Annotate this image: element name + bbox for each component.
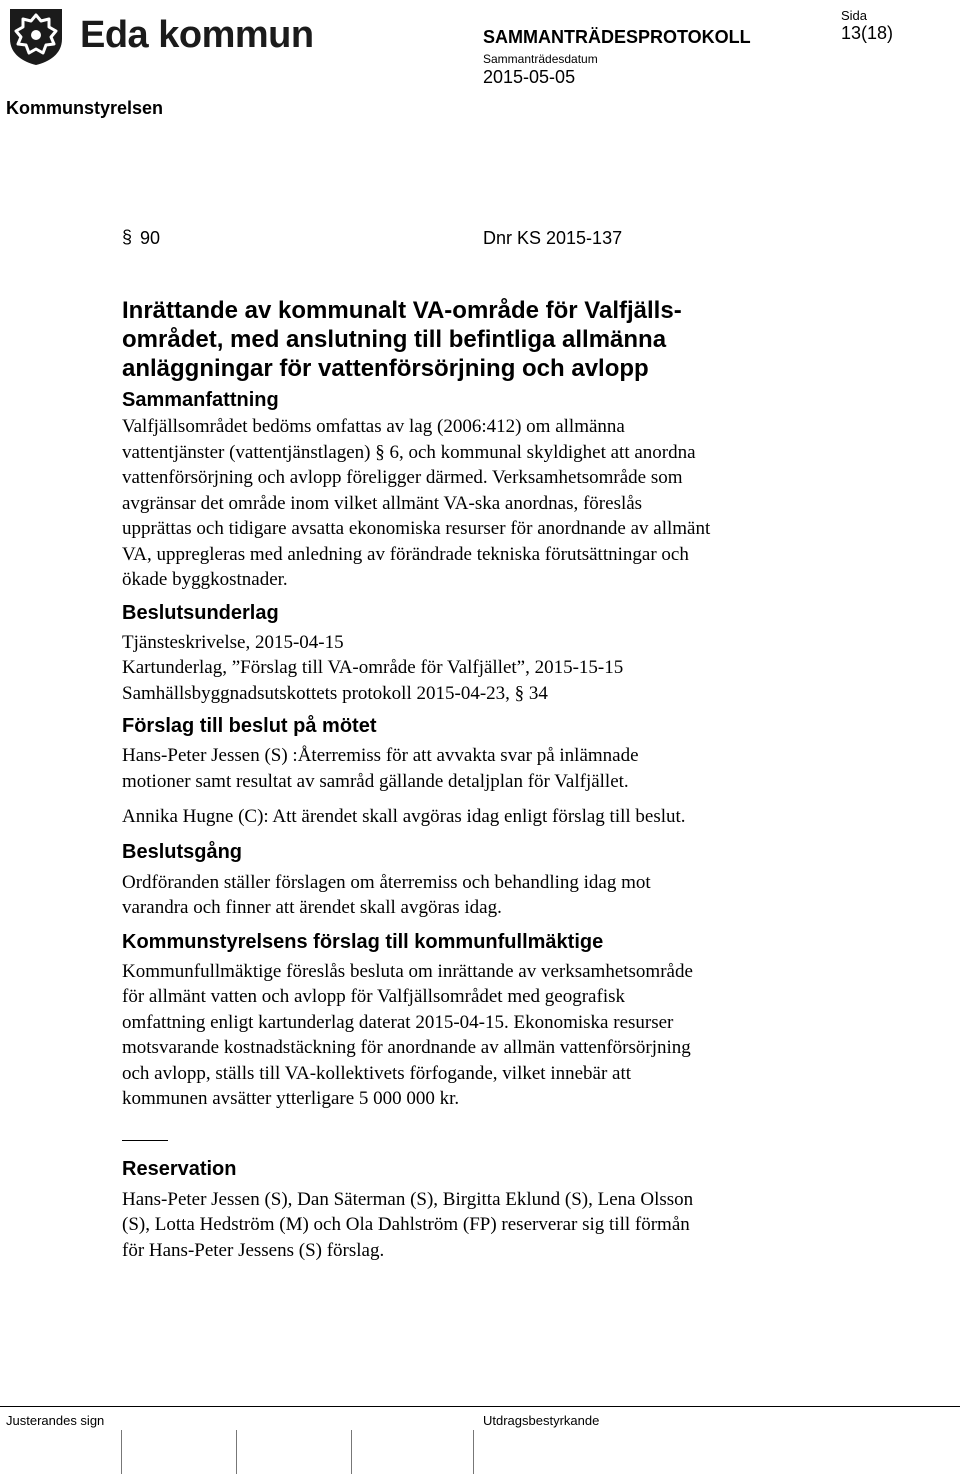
page-title <box>122 296 942 383</box>
text-line: för allmänt vatten och avlopp för Valfjällsområdet med geografisk <box>122 986 625 1007</box>
text-line: Kartunderlag, ”Förslag till VA-område för Valfjället”, 2015-15-15 <box>122 657 624 678</box>
section-heading-beslutsgang: Beslutsgång <box>122 840 243 863</box>
text-line: Hans-Peter Jessen (S), Dan Säterman (S), Birgitta Eklund (S), Lena Olsson <box>122 1188 694 1210</box>
text-line: varandra och finner att ärendet skall avgöras idag. <box>122 897 502 918</box>
text-line: och avlopp, ställs till VA-kollektivets förfogande, vilket innebär att <box>122 1062 632 1084</box>
paragraph-number: 90 <box>140 228 161 248</box>
text-line: Ordföranden ställer förslagen om återremiss och behandling idag mot <box>122 871 651 893</box>
signature-box-divider <box>473 1430 474 1474</box>
signature-label: Justerandes sign <box>6 1413 105 1428</box>
reservation-text <box>122 1187 942 1264</box>
text-line: Valfjällsområdet bedöms omfattas av lag (2006:412) om allmänna <box>122 416 625 437</box>
section-heading-reservation: Reservation <box>122 1157 237 1180</box>
section-heading-beslutsunderlag: Beslutsunderlag <box>122 601 279 624</box>
text-line: vattenförsörjning och avlopp föreligger därmed. Verksamhetsområde som <box>122 467 683 488</box>
section-heading-sammanfattning: Sammanfattning <box>122 389 279 411</box>
text-line: (S), Lotta Hedström (M) och Ola Dahlström (FP) reserverar sig till förmån <box>122 1214 690 1235</box>
section-heading-ks-forslag: Kommunstyrelsens förslag till kommunfullmäktige <box>122 930 604 953</box>
text-line: vattentjänster (vattentjänstlagen) § 6, och kommunal skyldighet att anordna <box>122 441 696 463</box>
signature-box-divider <box>351 1430 352 1474</box>
section-heading-forslag: Förslag till beslut på mötet <box>122 715 377 737</box>
text-line: Kommunfullmäktige föreslås besluta om inrättande av verksamhetsområde <box>122 960 693 982</box>
document-body <box>122 296 942 1263</box>
document-type: SAMMANTRÄDESPROTOKOLL <box>483 27 751 47</box>
proposal-text-2 <box>122 804 942 830</box>
signature-box-divider <box>236 1430 237 1474</box>
signature-box-divider <box>121 1430 122 1474</box>
meeting-date-label: Sammanträdesdatum <box>483 52 598 66</box>
certification-label: Utdragsbestyrkande <box>483 1413 600 1428</box>
case-number: Dnr KS 2015-137 <box>483 228 623 248</box>
text-line: VA, uppregleras med anledning av förändrade tekniska förutsättningar och <box>122 543 689 565</box>
paragraph-sign: § <box>122 227 133 247</box>
meeting-date: 2015-05-05 <box>483 67 576 87</box>
text-line: omfattning enligt kartunderlag daterat 2015-04-15. Ekonomiska resurser <box>122 1011 674 1033</box>
municipal-shield-icon <box>6 6 66 66</box>
page-number: 13(18) <box>841 23 894 43</box>
text-line: kommunen avsätter ytterligare 5 000 000 kr. <box>122 1088 460 1109</box>
text-line: motsvarande kostnadstäckning för anordnande av allmän vattenförsörjning <box>122 1037 691 1058</box>
text-line: Tjänsteskrivelse, 2015-04-15 <box>122 631 344 653</box>
text-line: ökade byggkostnader. <box>122 569 288 590</box>
footer-divider <box>0 1406 960 1407</box>
title-line: Inrättande av kommunalt VA-område för Valfjälls- <box>122 297 682 324</box>
procedure-text <box>122 870 942 921</box>
text-line: upprättas och tidigare avsatta ekonomiska resurser för anordnande av allmänt <box>122 518 711 539</box>
text-line: Hans-Peter Jessen (S) :Återremiss för att avvakta svar på inlämnade <box>122 745 639 766</box>
text-line: Samhällsbyggnadsutskottets protokoll 2015-04-23, § 34 <box>122 682 548 704</box>
body-name: Kommunstyrelsen <box>6 98 164 118</box>
brand-name: Eda kommun <box>80 14 314 56</box>
proposal-text <box>122 743 942 794</box>
title-line: området, med anslutning till befintliga allmänna <box>122 326 667 353</box>
text-line: motioner samt resultat av samråd gällande detaljplan för Valfjället. <box>122 770 629 792</box>
summary-text <box>122 414 942 593</box>
text-line: för Hans-Peter Jessens (S) förslag. <box>122 1239 385 1261</box>
section-divider <box>122 1140 168 1141</box>
title-line: anläggningar för vattenförsörjning och avlopp <box>122 355 649 382</box>
text-line: Annika Hugne (C): Att ärendet skall avgöras idag enligt förslag till beslut. <box>122 806 686 827</box>
page-label: Sida <box>841 8 868 23</box>
text-line: avgränsar det område inom vilket allmänt VA-ska anordnas, föreslås <box>122 492 643 514</box>
board-proposal-text <box>122 959 942 1112</box>
basis-list <box>122 630 942 707</box>
